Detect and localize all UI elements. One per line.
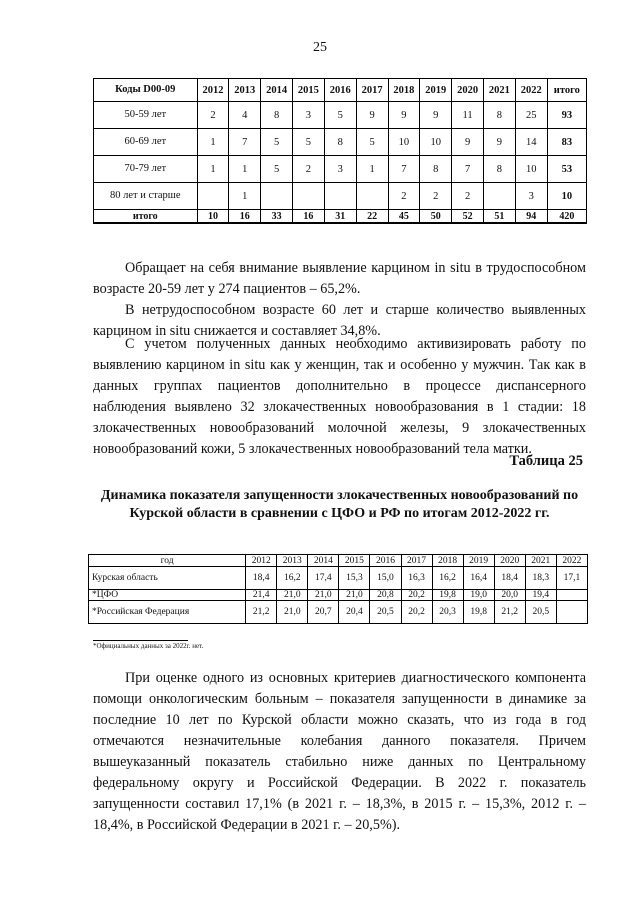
table-row [94,102,587,129]
table-cell: 8 [483,102,515,129]
table-cell: 3 [293,102,325,129]
table-cell: 10 [420,129,452,156]
table-cell: 20,2 [401,601,432,624]
table-cell: 33 [261,210,293,224]
table-cell: 25 [515,102,547,129]
table-cell: 20,5 [370,601,401,624]
table-cell: 9 [388,102,420,129]
table-cell: 31 [324,210,356,224]
row-label: Курская область [89,567,246,590]
table-cell: 19,8 [432,590,463,601]
table-header-cell: Коды D00-09 [94,79,198,102]
table-header-row [94,79,587,102]
table-cell: 11 [452,102,484,129]
table-cell: 10 [515,156,547,183]
table-cell: 1 [356,156,388,183]
table-cell: 20,3 [432,601,463,624]
paragraph-3 [93,334,586,460]
table-cell: 14 [515,129,547,156]
table-cell: 21,0 [277,590,308,601]
table-title: Динамика показателя запущенности злокачественных новообразований по Курской области в сравнении с ЦФО и РФ по итогам 2012-2022 гг. [100,488,579,521]
table-cell: 16,2 [277,567,308,590]
paragraph-4 [93,668,586,836]
table-header-cell: 2019 [463,555,494,567]
table-row [94,156,587,183]
table-header-cell: 2021 [525,555,556,567]
table-cell: 52 [452,210,484,224]
footnote: *Официальных данных за 2022г. нет. [93,642,204,650]
table-cell: 10 [197,210,229,224]
table-cell: 2 [420,183,452,210]
table-cell: 18,4 [246,567,277,590]
table-cell: 8 [261,102,293,129]
table-cell: 9 [483,129,515,156]
table-cell: 2 [388,183,420,210]
table-cell: 9 [452,129,484,156]
table-cell [261,183,293,210]
table-row [89,567,588,590]
table-cell: 20,7 [308,601,339,624]
table-header-cell: 2014 [308,555,339,567]
table-total-row [94,210,587,224]
table-cell: 15,0 [370,567,401,590]
table-cell [356,183,388,210]
table-cell: 21,0 [339,590,370,601]
table-cell [293,183,325,210]
table-cell: 19,8 [463,601,494,624]
table-row [94,129,587,156]
footnote-divider [93,640,188,641]
row-total: 93 [547,102,586,129]
row-label: итого [94,210,198,224]
table-cell: 8 [324,129,356,156]
table-header-cell: 2017 [356,79,388,102]
table-row [94,183,587,210]
table-cell: 2 [293,156,325,183]
table-cell [324,183,356,210]
table-cell: 5 [324,102,356,129]
table-cell [197,183,229,210]
table-cell: 2 [452,183,484,210]
row-total: 53 [547,156,586,183]
table-cell: 20,8 [370,590,401,601]
table-cell: 9 [356,102,388,129]
table-cell: 94 [515,210,547,224]
table-cell: 45 [388,210,420,224]
table-cell: 4 [229,102,261,129]
table-row [89,601,588,624]
table-header-cell: 2012 [197,79,229,102]
grand-total: 420 [547,210,586,224]
table-cell: 19,4 [525,590,556,601]
paragraph-2-text: В нетрудоспособном возрасте 60 лет и старше количество выявленных карцином in situ снижается и составляет 34,8%. [93,302,586,339]
table-cell: 5 [356,129,388,156]
table-cell: 16,4 [463,567,494,590]
table-header-cell: 2015 [293,79,325,102]
table-header-cell: 2017 [401,555,432,567]
table-cell: 10 [388,129,420,156]
table-header-cell: 2016 [324,79,356,102]
row-label: 60-69 лет [94,129,198,156]
table-cell: 50 [420,210,452,224]
table-cell: 20,2 [401,590,432,601]
table-header-cell: 2016 [370,555,401,567]
paragraph-3-text: С учетом полученных данных необходимо активизировать работу по выявлению карцином in situ как у женщин, так и особенно у мужчин. Так как в данных группах пациентов дополнительно в процессе диспансерного наблюдения выявлено 32 злокачественных новообразования в 1 стадии: 18 злокачественных новообразований молочной железы, 9 злокачественных новообразований кожи, 5 злокачественных новообразований тела матки. [93,336,586,457]
table-cell: 51 [483,210,515,224]
table-cell: 2 [197,102,229,129]
table-cell: 3 [515,183,547,210]
table-header-cell: 2020 [452,79,484,102]
table-header-cell: 2021 [483,79,515,102]
table-cell: 20,5 [525,601,556,624]
table-cell: 21,2 [246,601,277,624]
table-cell: 16 [293,210,325,224]
table-cell: 21,0 [308,590,339,601]
table-cell: 18,3 [525,567,556,590]
table-cell [483,183,515,210]
page-number: 25 [313,40,327,55]
table-header-cell: 2022 [515,79,547,102]
row-total: 10 [547,183,586,210]
table-cell: 16,3 [401,567,432,590]
table-header-cell: 2022 [556,555,587,567]
table-cell: 21,2 [494,601,525,624]
paragraph-1-text: Обращает на себя внимание выявление карцином in situ в трудоспособном возрасте 20-59 лет у 274 пациентов – 65,2%. [93,260,586,297]
table-cell: 17,1 [556,567,587,590]
table-header-cell: год [89,555,246,567]
table-cell: 18,4 [494,567,525,590]
table-label: Таблица 25 [509,453,583,469]
table-header-cell: итого [547,79,586,102]
table-header-cell: 2018 [388,79,420,102]
table-cell: 20,4 [339,601,370,624]
table-cell: 21,0 [277,601,308,624]
table-cell: 1 [229,183,261,210]
row-label: 80 лет и старше [94,183,198,210]
table-cell [556,601,587,624]
table-header-cell: 2012 [246,555,277,567]
table-cell: 1 [229,156,261,183]
table-cell: 9 [420,102,452,129]
row-label: 50-59 лет [94,102,198,129]
table-cell: 20,0 [494,590,525,601]
paragraph-1 [93,258,586,300]
table-cell: 7 [388,156,420,183]
table-cell: 8 [483,156,515,183]
table-cell: 7 [229,129,261,156]
table-cell: 19,0 [463,590,494,601]
row-label: *Российская Федерация [89,601,246,624]
row-total: 83 [547,129,586,156]
table-header-cell: 2013 [229,79,261,102]
table-cell: 22 [356,210,388,224]
table-cell: 17,4 [308,567,339,590]
table-cell: 5 [261,156,293,183]
table-header-row [89,555,588,567]
table-header-cell: 2013 [277,555,308,567]
table-cell: 1 [197,129,229,156]
table-cell: 16 [229,210,261,224]
row-label: *ЦФО [89,590,246,601]
neglect-rate-table [88,554,588,624]
table-cell [556,590,587,601]
table-cell: 16,2 [432,567,463,590]
table-row [89,590,588,601]
table-cell: 5 [293,129,325,156]
table-header-cell: 2015 [339,555,370,567]
table-header-cell: 2020 [494,555,525,567]
table-cell: 5 [261,129,293,156]
paragraph-4-text: При оценке одного из основных критериев диагностического компонента помощи онкологическим больным – показателя запущенности в динамике за последние 10 лет по Курской области можно сказать, что из года в год отмечаются незначительные колебания данного показателя. Причем вышеуказанный показатель стабильно ниже данных по Центральному федеральному округу и Российской Федерации. В 2022 г. показатель запущенности составил 17,1% (в 2021 г. – 18,3%, в 2015 г. – 15,3%, 2012 г. – 18,4%, в Российской Федерации в 2021 г. – 20,5%). [93,670,586,833]
table-cell: 3 [324,156,356,183]
row-label: 70-79 лет [94,156,198,183]
table-header-cell: 2018 [432,555,463,567]
carcinoma-age-table [93,78,587,224]
table-cell: 8 [420,156,452,183]
table-cell: 7 [452,156,484,183]
table-header-cell: 2019 [420,79,452,102]
table-cell: 21,4 [246,590,277,601]
table-cell: 1 [197,156,229,183]
table-cell: 15,3 [339,567,370,590]
table-header-cell: 2014 [261,79,293,102]
